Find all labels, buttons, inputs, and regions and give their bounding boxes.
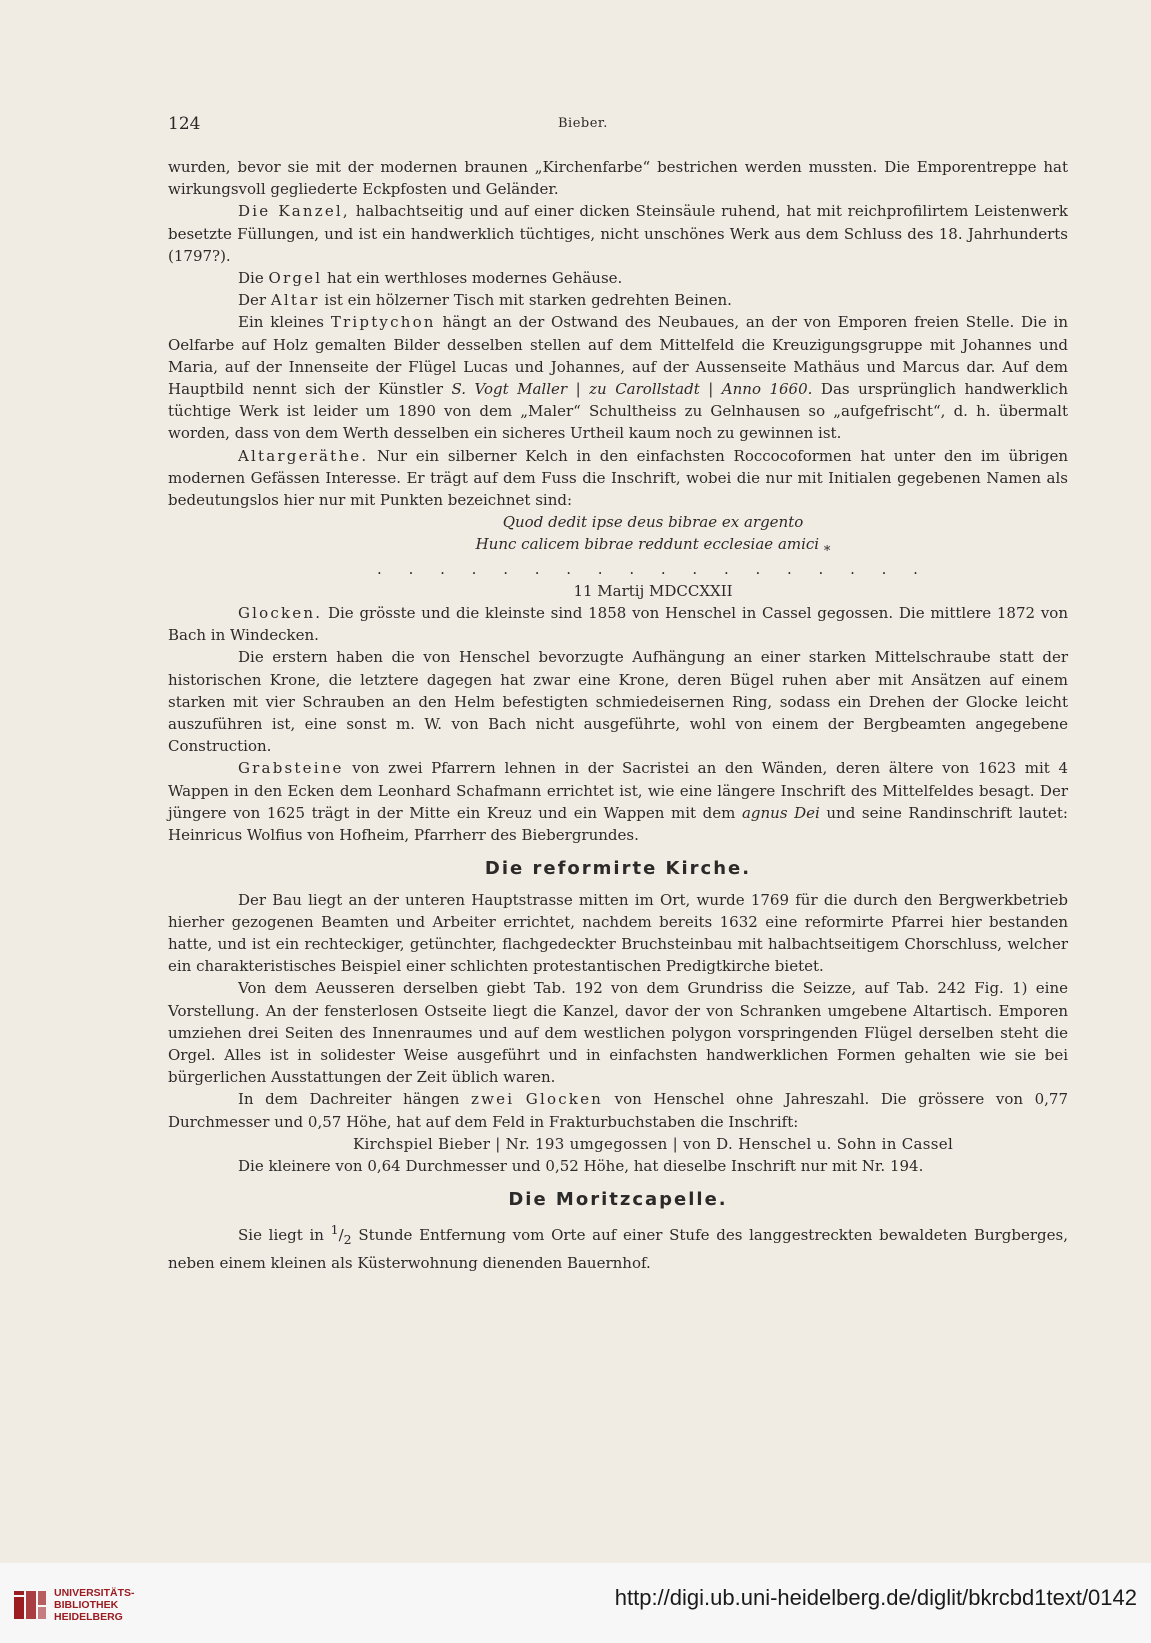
paragraph-triptychon: Ein kleines Triptychon hängt an der Ostwand des Neubaues, an der von Emporen freien Stelle. Die in Oelfarbe auf Holz gemalten Bilder desselben stellen auf dem Mittelfeld die Kreuzigungsgruppe mit Johannes und Maria, auf der Innenseite der Flügel Lucas und Johannes, auf der Aussenseite Mathäus und Marcus dar. Auf dem Hauptbild nennt sich der Künstler S. Vogt Maller | zu Carollstadt | Anno 1660. Das ursprünglich handwerklich tüchtige Werk ist leider um 1890 von dem „Maler“ Schultheiss zu Gelnhausen so „aufgefrischt“, d. h. übermalt worden, dass von dem Werth desselben ein sicheres Urtheil kaum noch zu gewinnen ist. xyxy=(168,313,1068,443)
heading-moritzcapelle: Die Moritzcapelle. xyxy=(508,1189,728,1211)
paragraph-grabsteine: Grabsteine von zwei Pfarrern lehnen in der Sacristei an den Wänden, deren ältere von 1623 mit 4 Wappen in den Ecken dem Leonhard Schafmann errichtet ist, wie eine längere Inschrift des Mittelfeldes besagt. Der jüngere von 1625 trägt in der Mitte ein Kreuz und ein Wappen mit dem agnus Dei und seine Randinschrift lautet: Heinricus Wolfius von Hofheim, Pfarrherr des Biebergrundes. xyxy=(168,759,1068,845)
term-kanzel: Die Kanzel, xyxy=(238,202,350,221)
inscription-dots: . . . . . . . . . . . . . . . . . . xyxy=(377,559,929,578)
paragraph-dachreiter: In dem Dachreiter hängen zwei Glocken von Henschel ohne Jahreszahl. Die grössere von 0,77 Durchmesser und 0,57 Höhe, hat auf dem Feld in Frakturbuchstaben die Inschrift: xyxy=(168,1090,1068,1131)
paragraph-orgel: Die Orgel hat ein werthloses modernes Gehäuse. xyxy=(238,269,623,288)
library-logo-icon xyxy=(12,1587,48,1623)
artist-signature: S. Vogt Maller | zu Carollstadt | Anno 1660. xyxy=(451,380,813,399)
footer-bar xyxy=(0,1563,1151,1643)
paragraph-kanzel: Die Kanzel, halbachtseitig und auf einer dicken Steinsäule ruhend, hat mit reichprofilirtem Leistenwerk besetzte Füllungen, und ist ein handwerklich tüchtiges, nicht unschönes Werk aus dem Schluss des 18. Jahrhunderts (1797?). xyxy=(168,202,1068,265)
paragraph-altar: Der Altar ist ein hölzerner Tisch mit starken gedrehten Beinen. xyxy=(238,291,732,310)
paragraph-aufhaengung: Die erstern haben die von Henschel bevorzugte Aufhängung an einer starken Mittelschraube statt der historischen Krone, die letztere dagegen hat zwar eine Krone, deren Bügel ruhen aber mit Ansätzen auf einem starken mit vier Schrauben an den Helm befestigten schmiedeisernen Ring, sodass ein Drehen der Glocke leicht auszuführen ist, eine sonst m. W. von Bach nicht ausgeführte, wohl von einem der Bergbeamten angegebene Construction. xyxy=(168,648,1068,756)
term-altar: Altar xyxy=(270,291,320,310)
inscription-line-2: Hunc calicem bibrae reddunt ecclesiae amici * xyxy=(475,535,831,560)
term-glocken: Glocken. xyxy=(238,604,323,623)
library-logo-text: UNIVERSITÄTS- BIBLIOTHEK HEIDELBERG xyxy=(54,1587,135,1623)
heading-reformirte-kirche: Die reformirte Kirche. xyxy=(484,858,752,880)
paragraph-bau: Der Bau liegt an der unteren Hauptstrasse mitten im Ort, wurde 1769 für die durch den Bergwerkbetrieb hierher gezogenen Beamten und Arbeiter errichtet, nachdem bereits 1632 eine reformirte Pfarrei hier bestanden hatte, und ist ein rechteckiger, getünchter, flachgedeckter Bruchsteinbau mit halbachtseitigem Chorschluss, welcher ein charakteristisches Beispiel einer schlichten protestantischen Predigtkirche bietet. xyxy=(168,890,1068,976)
page-number: 124 xyxy=(168,114,201,134)
inscription-line-1: Quod dedit ipse deus bibrae ex argento xyxy=(502,513,804,532)
page-header xyxy=(168,114,1068,144)
term-triptychon: Triptychon xyxy=(330,313,436,332)
body-text xyxy=(168,156,1068,1274)
paragraph-aeusseren: Von dem Aeusseren derselben giebt Tab. 192 von dem Grundriss die Seizze, auf Tab. 242 Fig. 1) eine Vorstellung. An der fensterlosen Ostseite liegt die Kanzel, davor der von Schranken umgebene Altartisch. Emporen umziehen drei Seiten des Innenraumes und auf dem westlichen polygon vorspringenden Flügel derselben steht die Orgel. Alles ist in solidester Weise ausgeführt und in einfachsten handwerklichen Formen gehalten wie sie bei bürgerlichen Ausstattungen der Zeit üblich waren. xyxy=(168,979,1068,1087)
term-orgel: Orgel xyxy=(268,269,323,288)
paragraph-glocken: Glocken. Die grösste und die kleinste sind 1858 von Henschel in Cassel gegossen. Die mittlere 1872 von Bach in Windecken. xyxy=(168,604,1068,645)
term-altargeraethe: Altargeräthe. xyxy=(238,446,369,465)
asterisk-mark: * xyxy=(823,544,831,560)
paragraph-altargeraethe: Altargeräthe. Nur ein silberner Kelch in den einfachsten Roccocoformen hat unter den im übrigen modernen Gefässen Interesse. Er trägt auf dem Fuss die Inschrift, wobei die nur mit Initialen gegebenen Namen als bedeutungslos hier nur mit Punkten bezeichnet sind: xyxy=(168,446,1068,510)
library-logo[interactable] xyxy=(12,1585,162,1625)
running-head: Bieber. xyxy=(558,116,608,131)
permalink-url[interactable]: http://digi.ub.uni-heidelberg.de/diglit/bkrcbd1text/0142 xyxy=(614,1585,1137,1610)
fraktur-inscription: Kirchspiel Bieber | Nr. 193 umgegossen | von D. Henschel u. Sohn in Cassel xyxy=(352,1134,954,1153)
inscription-date: 11 Martij MDCCXXII xyxy=(573,581,733,600)
paragraph-emporentreppe: wurden, bevor sie mit der modernen braunen „Kirchenfarbe“ bestrichen werden mussten. Die Emporentreppe hat wirkungsvoll gegliederte Eckpfosten und Geländer. xyxy=(168,158,1068,199)
paragraph-kleinere: Die kleinere von 0,64 Durchmesser und 0,52 Höhe, hat dieselbe Inschrift nur mit Nr. 194. xyxy=(238,1156,924,1175)
paragraph-moritz: Sie liegt in $^1/_2$ Stunde Entfernung vom Orte auf einer Stufe des langgestreckten bewaldeten Burgberges, neben einem kleinen als Küsterwohnung dienenden Bauernhof. xyxy=(168,1222,1068,1272)
term-grabsteine: Grabsteine xyxy=(238,759,344,778)
